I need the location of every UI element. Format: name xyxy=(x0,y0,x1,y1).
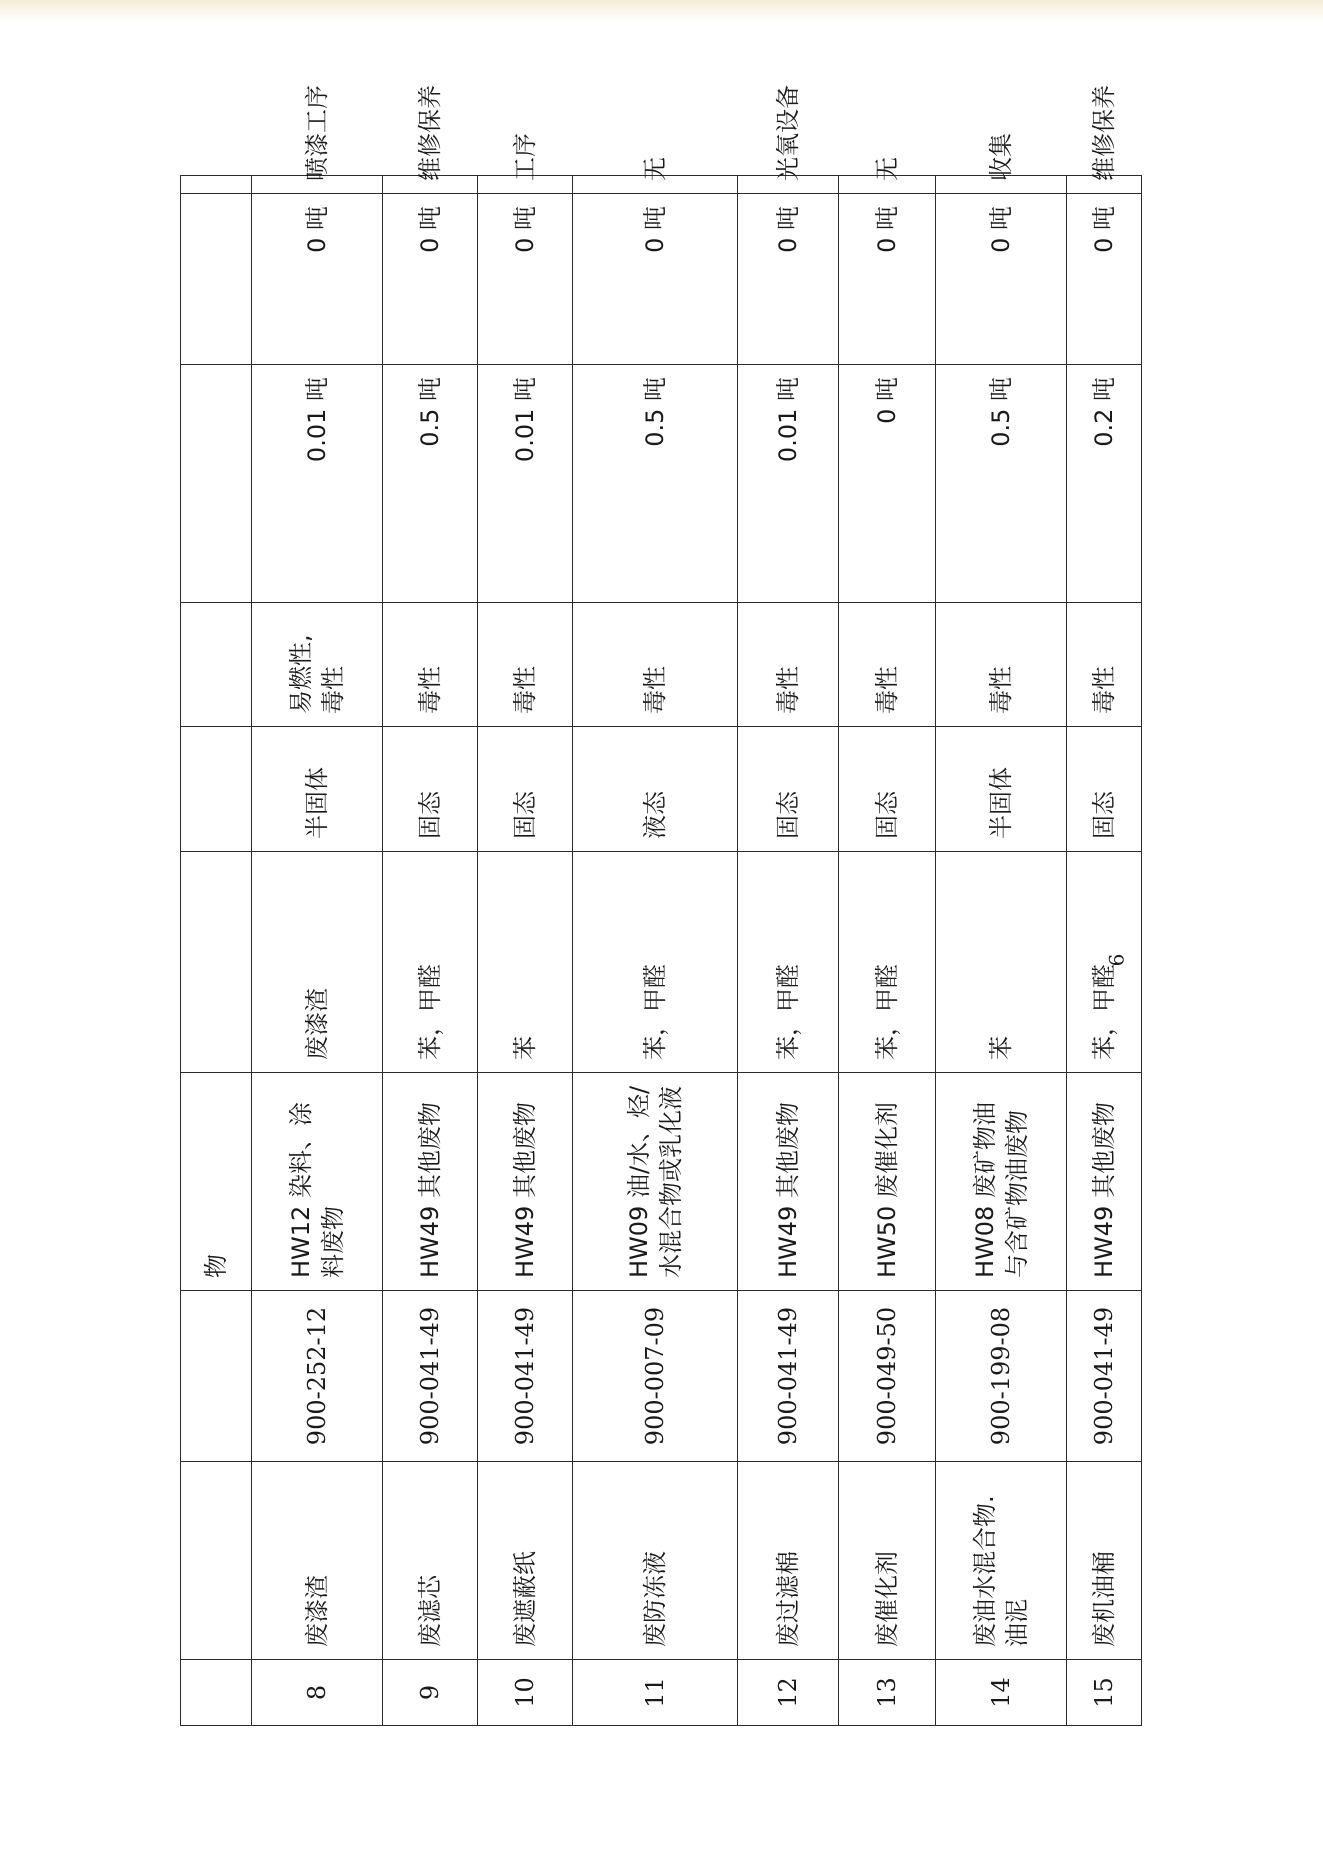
cell-no: 11 xyxy=(573,1660,738,1726)
cell-hazard: 毒性 xyxy=(839,603,936,727)
table-row xyxy=(738,176,839,1726)
cell-code: 900-252-12 xyxy=(252,1291,383,1462)
cell-form: 固态 xyxy=(383,727,478,852)
cell-component: 苯 xyxy=(478,852,573,1073)
cell-hazard: 毒性 xyxy=(1067,603,1142,727)
cell-amount: 0.01 吨 xyxy=(738,365,839,603)
cell-component: 苯，甲醛 xyxy=(738,852,839,1073)
cell-amount: 0.2 吨 xyxy=(1067,365,1142,603)
cell-amount: 0.5 吨 xyxy=(573,365,738,603)
table-row xyxy=(936,176,1067,1726)
cell-no: 15 xyxy=(1067,1660,1142,1726)
cell-stored: 0 吨 xyxy=(936,194,1067,365)
cell-remark: 收集 xyxy=(936,176,1067,194)
cell-category: HW49 其他废物 xyxy=(383,1073,478,1291)
cell-remark: 无 xyxy=(839,176,936,194)
cell-category: HW50 废催化剂 xyxy=(839,1073,936,1291)
cell-remark: 光氧设备 xyxy=(738,176,839,194)
cell-form xyxy=(181,727,252,852)
cell-code: 900-041-49 xyxy=(1067,1291,1142,1462)
cell-stored: 0 吨 xyxy=(478,194,573,365)
cell-name: 废催化剂 xyxy=(839,1462,936,1660)
cell-form: 液态 xyxy=(573,727,738,852)
cell-form: 半固体 xyxy=(936,727,1067,852)
page-top-shade xyxy=(0,0,1323,22)
cell-code: 900-199-08 xyxy=(936,1291,1067,1462)
cell-amount: 0 吨 xyxy=(839,365,936,603)
cell-name: 废遮蔽纸 xyxy=(478,1462,573,1660)
cell-no: 13 xyxy=(839,1660,936,1726)
cell-component: 苯，甲醛 xyxy=(839,852,936,1073)
cell-code xyxy=(181,1291,252,1462)
cell-name: 废机油桶 xyxy=(1067,1462,1142,1660)
cell-category: HW49 其他废物 xyxy=(738,1073,839,1291)
cell-form: 固态 xyxy=(839,727,936,852)
cell-component xyxy=(181,852,252,1073)
cell-stored: 0 吨 xyxy=(383,194,478,365)
cell-component: 废漆渣 xyxy=(252,852,383,1073)
cell-name: 废油水混合物.油泥 xyxy=(936,1462,1067,1660)
cell-stored: 0 吨 xyxy=(252,194,383,365)
cell-amount: 0.5 吨 xyxy=(383,365,478,603)
cell-remark: 维修保养 xyxy=(1067,176,1142,194)
cell-code: 900-049-50 xyxy=(839,1291,936,1462)
cell-hazard xyxy=(181,603,252,727)
cell-code: 900-041-49 xyxy=(383,1291,478,1462)
page-number: 6 xyxy=(1104,953,1129,967)
cell-form: 固态 xyxy=(478,727,573,852)
cell-component: 苯，甲醛 xyxy=(1067,852,1142,1073)
cell-category: HW08 废矿物油与含矿物油废物 xyxy=(936,1073,1067,1291)
cell-component: 苯 xyxy=(936,852,1067,1073)
cell-code: 900-041-49 xyxy=(738,1291,839,1462)
cell-stored: 0 吨 xyxy=(839,194,936,365)
cell-category: HW09 油/水、烃/水混合物或乳化液 xyxy=(573,1073,738,1291)
cell-remark: 工序 xyxy=(478,176,573,194)
table-row xyxy=(383,176,478,1726)
cell-amount: 0.01 吨 xyxy=(252,365,383,603)
cell-category: HW12 染料、涂料废物 xyxy=(252,1073,383,1291)
table-row xyxy=(1067,176,1142,1726)
cell-hazard: 易燃性,毒性 xyxy=(252,603,383,727)
cell-remark: 喷漆工序 xyxy=(252,176,383,194)
cell-no: 12 xyxy=(738,1660,839,1726)
cell-hazard: 毒性 xyxy=(383,603,478,727)
cell-form: 固态 xyxy=(738,727,839,852)
cell-remark xyxy=(181,176,252,194)
table-row xyxy=(839,176,936,1726)
cell-hazard: 毒性 xyxy=(573,603,738,727)
cell-no: 8 xyxy=(252,1660,383,1726)
cell-no: 9 xyxy=(383,1660,478,1726)
cell-component: 苯，甲醛 xyxy=(573,852,738,1073)
cell-category: HW49 其他废物 xyxy=(478,1073,573,1291)
cell-no xyxy=(181,1660,252,1726)
cell-remark: 维修保养 xyxy=(383,176,478,194)
cell-hazard: 毒性 xyxy=(936,603,1067,727)
cell-category: HW49 其他废物 xyxy=(1067,1073,1142,1291)
cell-stored: 0 吨 xyxy=(738,194,839,365)
cell-hazard: 毒性 xyxy=(738,603,839,727)
hazardous-waste-table xyxy=(180,85,1142,1726)
cell-category: 物 xyxy=(181,1073,252,1291)
cell-amount: 0.5 吨 xyxy=(936,365,1067,603)
cell-name: 废防冻液 xyxy=(573,1462,738,1660)
cell-code: 900-041-49 xyxy=(478,1291,573,1462)
cell-name: 废滤芯 xyxy=(383,1462,478,1660)
cell-name xyxy=(181,1462,252,1660)
cell-name: 废过滤棉 xyxy=(738,1462,839,1660)
cell-stored xyxy=(181,194,252,365)
cell-remark: 无 xyxy=(573,176,738,194)
cell-code: 900-007-09 xyxy=(573,1291,738,1462)
cell-amount: 0.01 吨 xyxy=(478,365,573,603)
cell-component: 苯，甲醛 xyxy=(383,852,478,1073)
table-row xyxy=(181,176,252,1726)
cell-no: 10 xyxy=(478,1660,573,1726)
cell-name: 废漆渣 xyxy=(252,1462,383,1660)
cell-stored: 0 吨 xyxy=(573,194,738,365)
cell-amount xyxy=(181,365,252,603)
table-row xyxy=(252,176,383,1726)
table-row xyxy=(478,176,573,1726)
cell-stored: 0 吨 xyxy=(1067,194,1142,365)
cell-form: 半固体 xyxy=(252,727,383,852)
cell-hazard: 毒性 xyxy=(478,603,573,727)
cell-form: 固态 xyxy=(1067,727,1142,852)
cell-no: 14 xyxy=(936,1660,1067,1726)
table-row xyxy=(573,176,738,1726)
rotated-table-container xyxy=(180,85,1118,1726)
